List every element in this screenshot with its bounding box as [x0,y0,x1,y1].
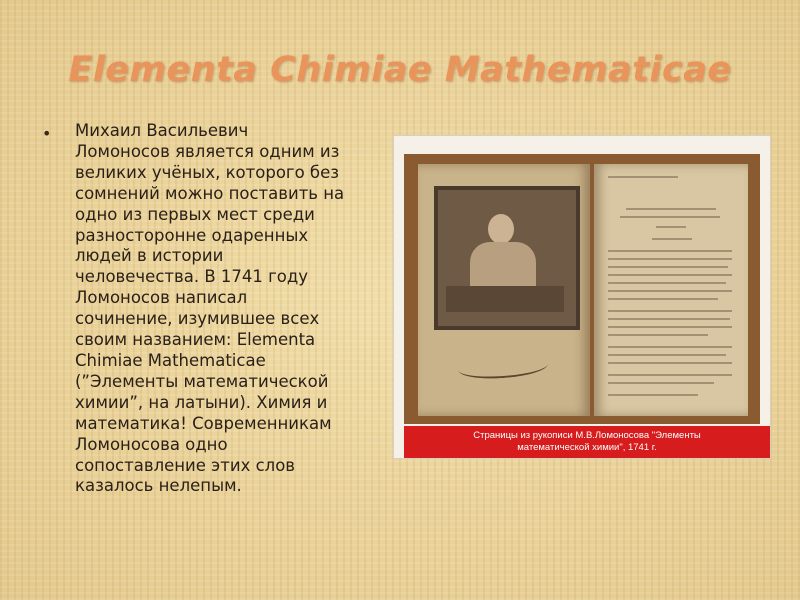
text-line [608,266,728,268]
text-line [608,282,726,284]
caption-line: Страницы из рукописи М.В.Ломоносова "Элементы [473,430,701,441]
text-line [608,274,732,276]
book-page-left [418,164,590,416]
text-line [608,290,732,292]
body-line: математика! Современникам [75,413,332,433]
book-page-right [594,164,748,416]
body-line: своим названием: Elementa [75,330,316,350]
text-line [608,258,732,260]
body-line: сочинение, изумившее всех [75,309,320,329]
body-line: химии”, на латыни). Химия и [75,392,328,412]
body-line: сомнений можно поставить на [75,183,345,203]
caption-line: математической химии", 1741 г. [517,442,657,453]
portrait-head [488,214,514,244]
portrait-engraving [434,186,580,330]
text-line [608,250,732,252]
body-line: великих учёных, которого без [75,162,340,182]
text-line [608,362,732,364]
text-line [656,226,686,228]
slide-title: Elementa Chimiae Mathematicae [68,50,732,90]
photo-caption [404,430,770,454]
open-book-image [404,154,760,424]
body-line: казалось нелепым. [75,476,242,496]
text-line [608,394,698,396]
body-line: одно из первых мест среди [75,204,315,224]
body-line: Ломоносов написал [75,288,248,308]
edge-text-fragment [768,128,778,198]
text-line [608,310,732,312]
text-line [608,318,730,320]
body-line: Михаил Васильевич [75,121,249,140]
body-line: людей в истории [75,246,224,266]
text-line [608,176,678,178]
text-line [608,326,732,328]
bullet-marker: • [42,124,52,143]
body-line: (”Элементы математической [75,371,329,391]
signature-mark [457,353,548,381]
text-line [652,238,692,240]
portrait-desk [446,286,564,312]
body-line: разносторонне одаренных [75,225,309,245]
body-line: Ломоносова одно [75,434,228,454]
caption-band [404,426,770,458]
body-line: Chimiae Mathematicae [75,350,266,370]
text-line [608,334,708,336]
body-line: человечества. В 1741 году [75,267,309,287]
body-line: сопоставление этих слов [75,455,296,475]
text-line [608,346,732,348]
body-paragraph [75,121,385,497]
text-line [608,298,718,300]
text-line [608,382,714,384]
manuscript-photo [393,135,771,459]
text-line [608,354,726,356]
text-line [608,374,732,376]
text-line [626,208,716,210]
body-line: Ломоносов является одним из [75,141,340,161]
text-line [620,216,720,218]
